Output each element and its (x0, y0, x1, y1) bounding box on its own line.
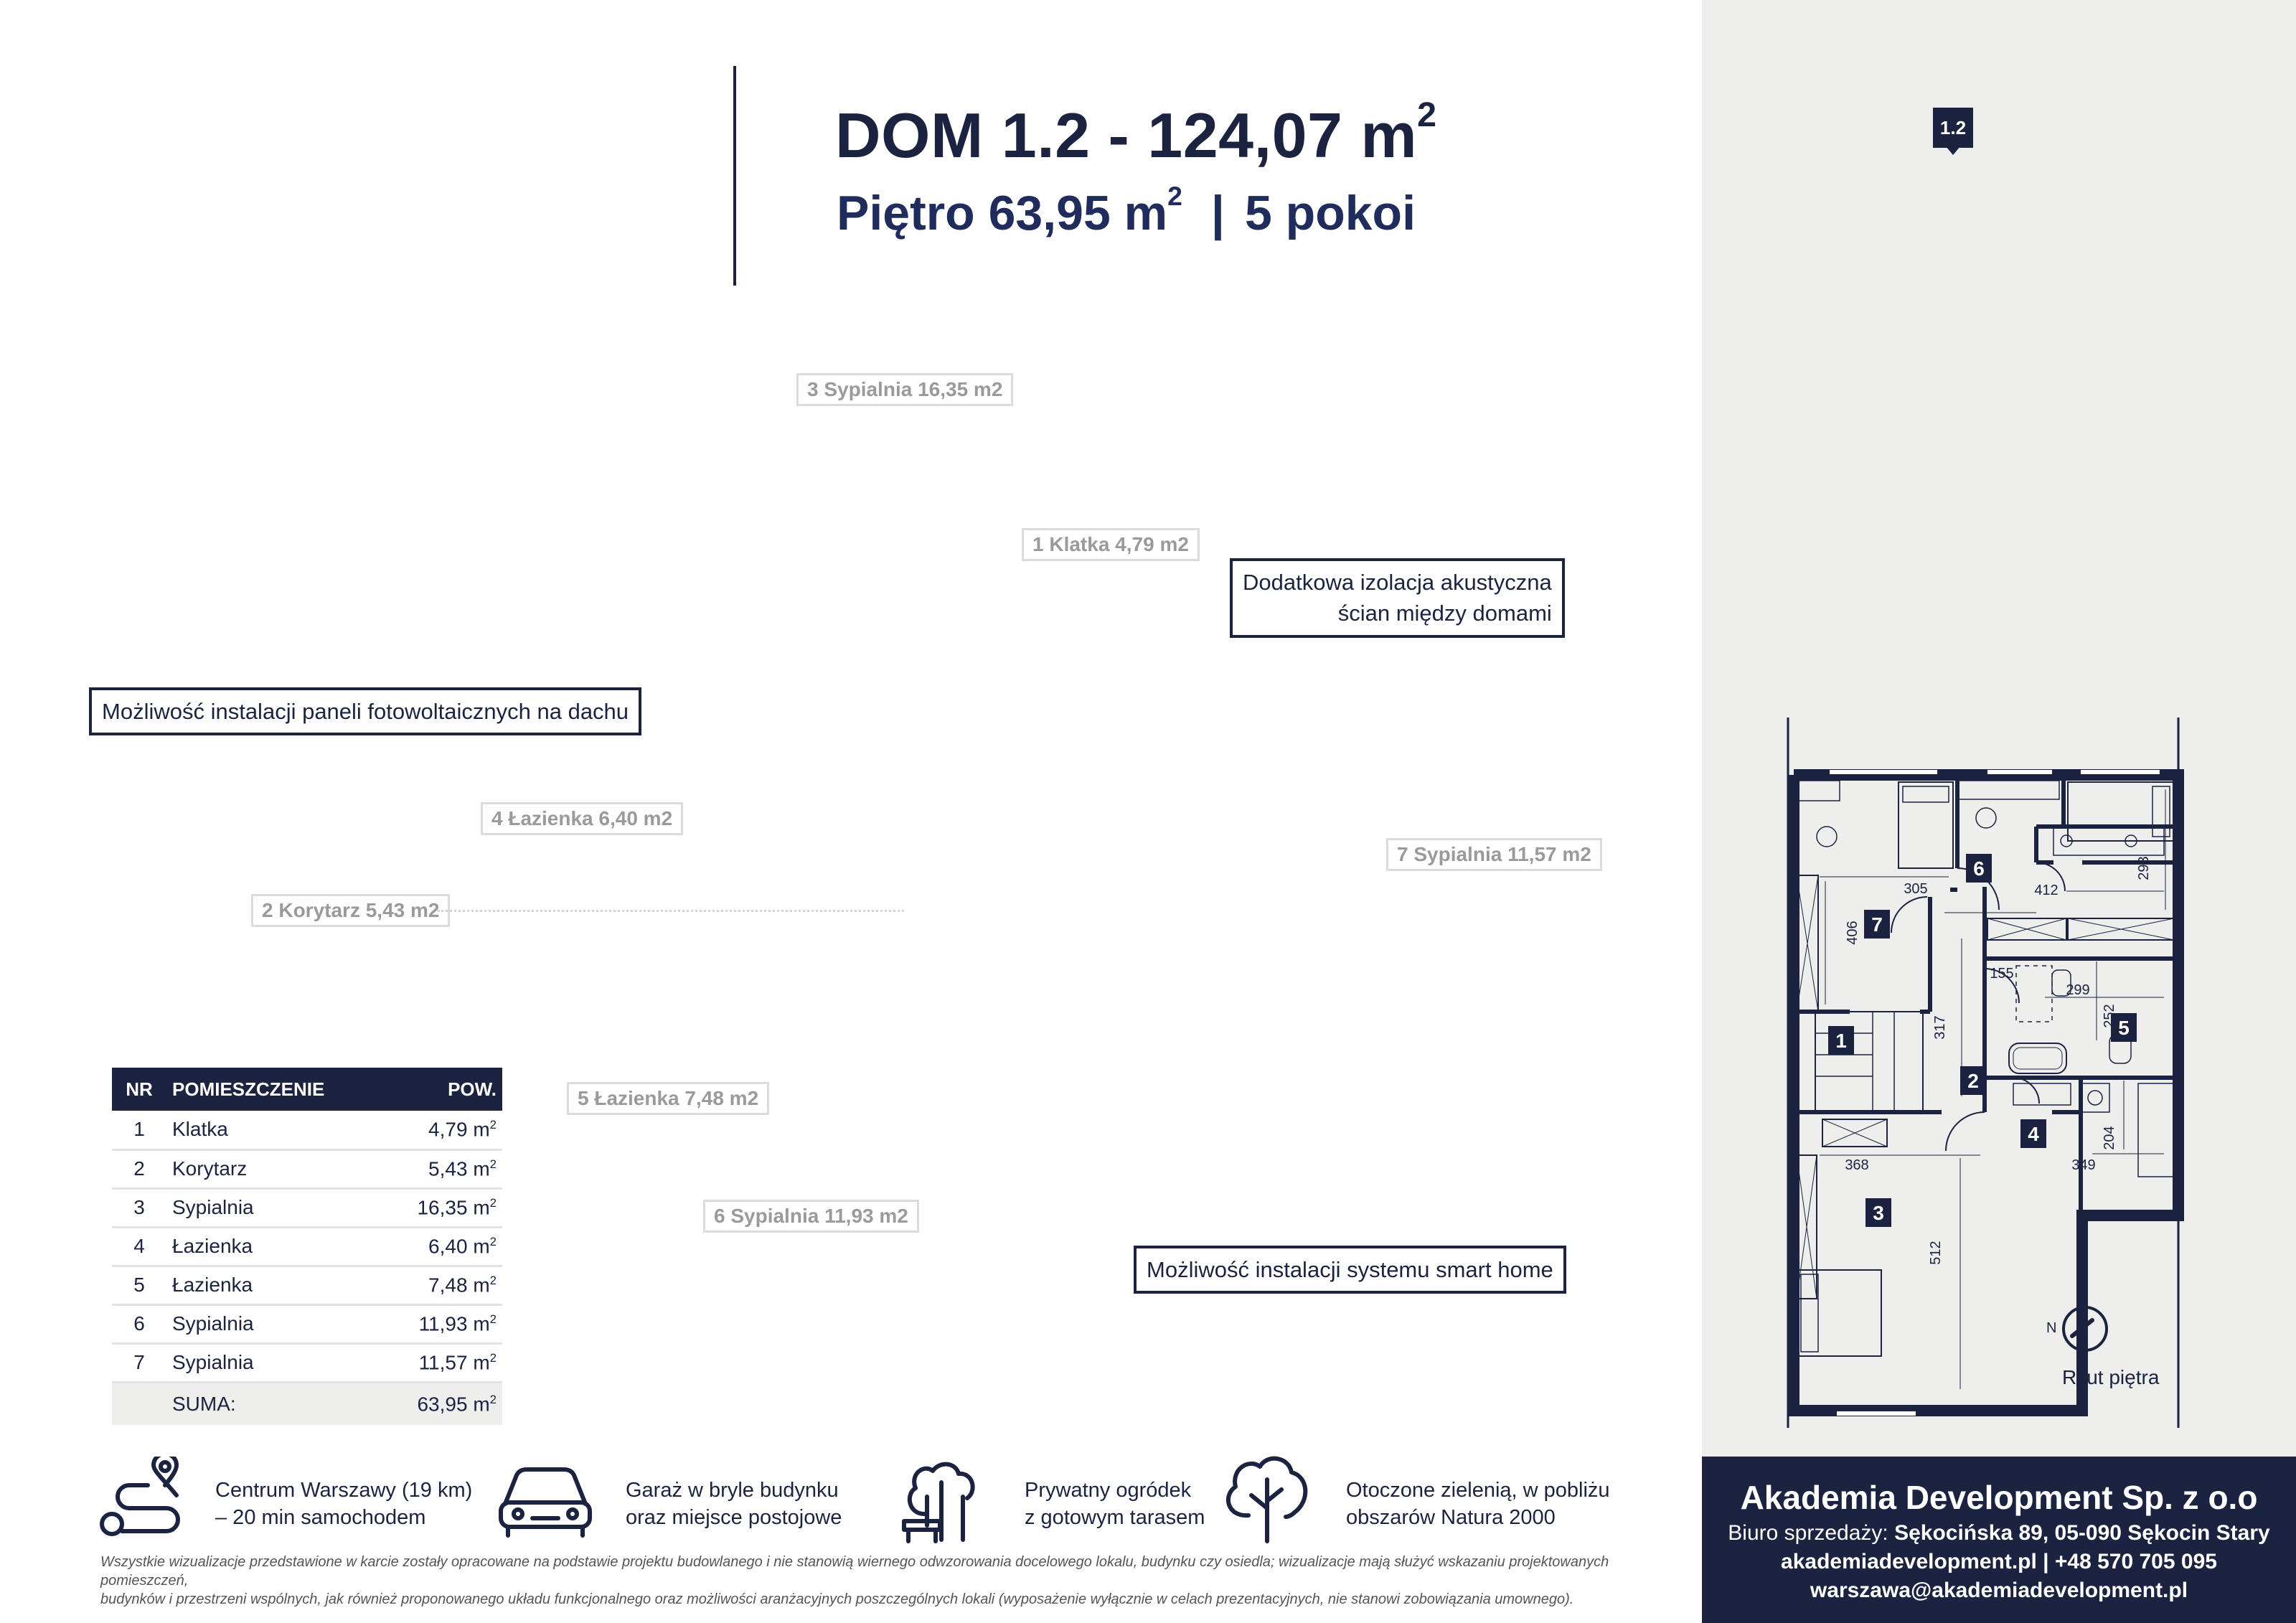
room-label-korytarz-2: 2 Korytarz 5,43 m2 (251, 894, 450, 927)
company-name: Akademia Development Sp. z o.o (1740, 1479, 2258, 1516)
car-icon (495, 1461, 596, 1540)
table-row: 2 Korytarz 5,43 $m^2$ (112, 1149, 502, 1188)
room-label-sypialnia-6: 6 Sypialnia 11,93 m2 (703, 1200, 919, 1233)
rooms-count: 5 pokoi (1244, 186, 1416, 240)
floor-area: Piętro 63,95 m (837, 186, 1168, 240)
plan-room-2: 2 (1967, 1070, 1979, 1092)
dimension-label: 204 (2102, 1126, 2117, 1150)
room-area-table (112, 1068, 502, 1425)
header-divider (733, 66, 736, 286)
dimension-label: 252 (2102, 1004, 2117, 1028)
page-subtitle: Piętro 63,95 $m^2$ | 5 pokoi (837, 181, 1416, 240)
room-label-sypialnia-3: 3 Sypialnia 16,35 m2 (796, 373, 1013, 406)
floor-plan (1772, 710, 2203, 1435)
plan-room-5: 5 (2118, 1017, 2130, 1039)
room-label-lazienka-5: 5 Łazienka 7,48 m2 (567, 1082, 769, 1115)
plan-room-6: 6 (1973, 857, 1985, 880)
sales-office: Biuro sprzedaży: Sękocińska 89, 05-090 Sękocin Stary (1728, 1521, 2270, 1545)
column-header-area: POW. (382, 1068, 502, 1111)
route-pin-icon (98, 1457, 191, 1540)
column-header-room: POMIESZCZENIE (166, 1068, 382, 1111)
garden-bench-icon (898, 1454, 992, 1544)
feature-greenery: Otoczone zielenią, w pobliżu obszarów Natura 2000 (1346, 1479, 1610, 1530)
dimension-label: 412 (2034, 883, 2059, 898)
dimension-label: 299 (2066, 982, 2090, 998)
dimension-label: 512 (1928, 1241, 1944, 1265)
dimension-label: 349 (2071, 1157, 2096, 1173)
dimension-label: 293 (2136, 856, 2152, 880)
north-arrow-icon (2035, 1300, 2114, 1358)
floor-plan-caption: Rzut piętra (2062, 1366, 2160, 1388)
table-row: 4 Łazienka 6,40 $m^2$ (112, 1227, 502, 1266)
website-phone[interactable]: akademiadevelopment.pl | +48 570 705 095 (1781, 1550, 2217, 1573)
plan-room-7: 7 (1871, 913, 1883, 936)
dimension-label: 155 (1990, 966, 2014, 982)
subtitle-separator: | (1210, 186, 1225, 240)
plan-room-3: 3 (1873, 1202, 1884, 1224)
table-row: 7 Sypialnia 11,57 $m^2$ (112, 1343, 502, 1382)
feature-location: Centrum Warszawy (19 km) – 20 min samochodem (215, 1479, 473, 1530)
room-label-sypialnia-7: 7 Sypialnia 11,57 m2 (1386, 838, 1602, 871)
dimension-label: 406 (1845, 921, 1860, 945)
table-header-row (112, 1068, 502, 1111)
dimension-label: 305 (1904, 881, 1928, 897)
acoustic-insulation-callout: Dodatkowa izolacja akustyczna ścian między domami (1230, 558, 1565, 638)
legal-disclaimer: Wszystkie wizualizacje przedstawione w karcie zostały opracowane na podstawie projektu budowlanego i nie stanowią wiernego odwzorowania docelowego lokalu, budynku czy osiedla; wizualizacje mają służyć wskazaniu projektowanych pomieszczeń, budynków i przestrzeni wspólnych, jak również proponowanego układu funkcjonalnego oraz możliwości aranżacyjnych poszczególnych lokali (wyposażenie wyłącznie w celach prezentacyjnych, nie stanowi zobowiązania umownego). (100, 1554, 1609, 1607)
table-row: 3 Sypialnia 16,35 $m^2$ (112, 1188, 502, 1227)
north-label: N (2046, 1320, 2057, 1336)
dimension-label: 317 (1932, 1015, 1948, 1040)
room-label-lazienka-4: 4 Łazienka 6,40 m2 (481, 802, 683, 835)
plan-room-1: 1 (1835, 1030, 1847, 1052)
email-link[interactable]: warszawa@akademiadevelopment.pl (1810, 1579, 2188, 1602)
table-sum-row: SUMA: 63,95 $m^2$ (112, 1382, 502, 1425)
room-label-klatka-1: 1 Klatka 4,79 m2 (1022, 528, 1200, 561)
feature-garage: Garaż w bryle budynku oraz miejsce postojowe (626, 1479, 842, 1530)
plan-room-4: 4 (2028, 1123, 2039, 1145)
unit-marker-pointer (1946, 146, 1960, 155)
dimension-label: 368 (1845, 1157, 1869, 1173)
table-row: 1 Klatka 4,79 $m^2$ (112, 1111, 502, 1149)
solar-panels-callout: Możliwość instalacji paneli fotowoltaicznych na dachu (89, 687, 641, 735)
feature-garden: Prywatny ogródek z gotowym tarasem (1025, 1479, 1205, 1530)
table-row: 5 Łazienka 7,48 $m^2$ (112, 1266, 502, 1304)
label-leader-line (438, 910, 904, 912)
column-header-nr: NR (112, 1068, 166, 1111)
table-row: 6 Sypialnia 11,93 $m^2$ (112, 1304, 502, 1343)
unit-marker: 1.2 (1933, 108, 1973, 148)
company-contact-box (1702, 1457, 2296, 1623)
page-title: DOM 1.2 - 124,07 $m^2$ (835, 95, 1437, 171)
smart-home-callout: Możliwość instalacji systemu smart home (1134, 1246, 1566, 1294)
tree-icon (1220, 1451, 1316, 1544)
